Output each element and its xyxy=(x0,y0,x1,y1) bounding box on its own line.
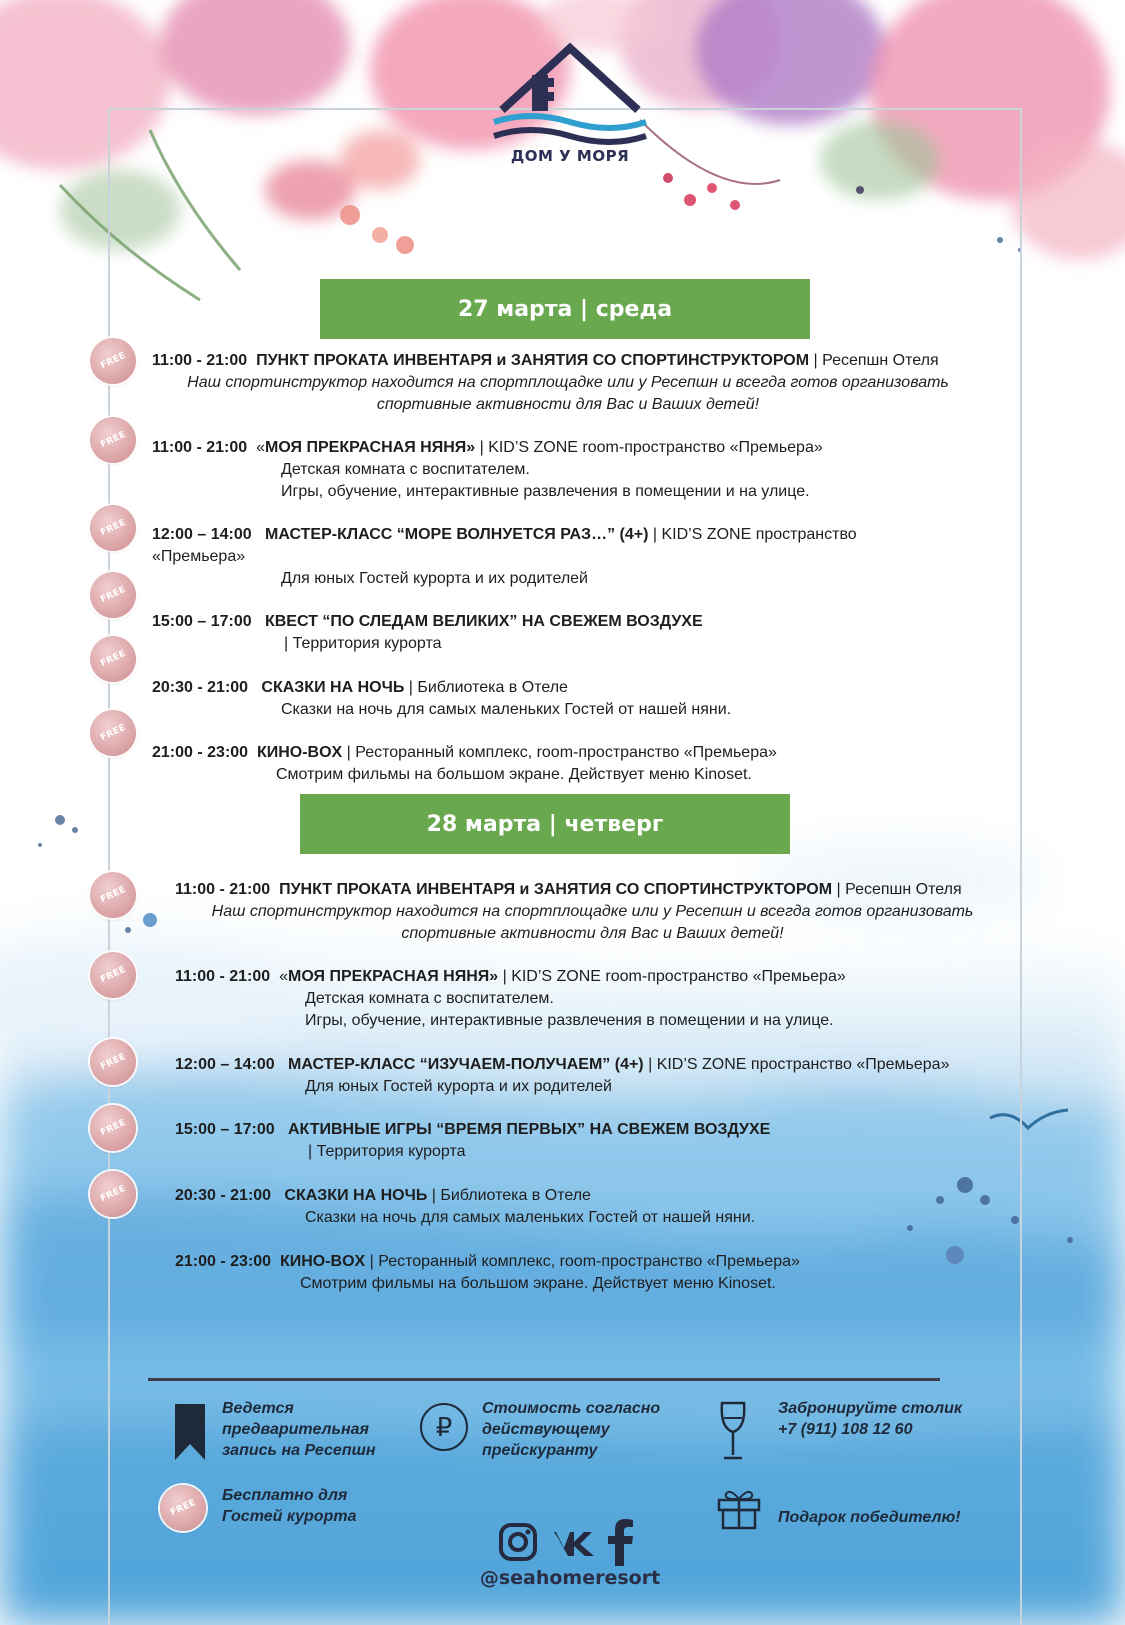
event-description: Детская комната с воспитателем. xyxy=(305,990,554,1007)
event-description: Сказки на ночь для самых маленьких Гостей от нашей няни. xyxy=(305,1209,756,1226)
event-place-cont: «Премьера» xyxy=(152,548,246,565)
event-title-line: 15:00 – 17:00 АКТИВНЫЕ ИГРЫ “ВРЕМЯ ПЕРВЫХ” НА СВЕЖЕМ ВОЗДУХЕ xyxy=(175,1121,771,1138)
event-description: Смотрим фильмы на большом экране. Действует меню Kinoset. xyxy=(300,1275,776,1292)
free-badge-icon: FREE xyxy=(90,952,136,998)
price-note: Стоимость согласно действующему прейскуранту xyxy=(482,1400,661,1459)
free-badge-icon: FREE xyxy=(90,338,136,384)
event-description: | Территория курорта xyxy=(284,635,442,652)
free-badge-icon: FREE xyxy=(90,505,136,551)
social-handle[interactable]: @seahomeresort xyxy=(479,1567,661,1589)
wine-glass-icon xyxy=(718,1400,748,1462)
event-title-line: 21:00 - 23:00 КИНО-BOX | Ресторанный комплекс, room-пространство «Премьера» xyxy=(175,1253,800,1270)
event-title-line: 11:00 - 21:00 ПУНКТ ПРОКАТА ИНВЕНТАРЯ и ЗАНЯТИЯ СО СПОРТИНСТРУКТОРОМ | Ресепшн Отеля xyxy=(175,881,962,898)
event-title-line: 11:00 - 21:00 ПУНКТ ПРОКАТА ИНВЕНТАРЯ и ЗАНЯТИЯ СО СПОРТИНСТРУКТОРОМ | Ресепшн Отеля xyxy=(152,352,939,369)
event-title-line: 11:00 - 21:00 «МОЯ ПРЕКРАСНАЯ НЯНЯ» | KID’S ZONE room-пространство «Премьера» xyxy=(152,439,823,456)
brand-logo xyxy=(490,40,650,175)
free-badge-icon: FREE xyxy=(90,572,136,618)
event-title-line: 11:00 - 21:00 «МОЯ ПРЕКРАСНАЯ НЯНЯ» | KID’S ZONE room-пространство «Премьера» xyxy=(175,968,846,985)
footer-divider xyxy=(148,1378,940,1381)
gift-note: Подарок победителю! xyxy=(778,1509,961,1526)
day-header-27: 27 марта | среда xyxy=(320,279,810,339)
booking-note: Ведется предварительная запись на Ресепшн xyxy=(222,1400,376,1459)
event-description: спортивные активности для Вас и Ваших детей! xyxy=(376,396,760,413)
event-description: Сказки на ночь для самых маленьких Гостей от нашей няни. xyxy=(281,701,732,718)
free-badge-icon: FREE xyxy=(90,710,136,756)
event-description: Наш спортинструктор находится на спортплощадке или у Ресепшн и всегда готов организовать xyxy=(187,374,949,391)
instagram-icon[interactable] xyxy=(498,1522,538,1562)
ruble-icon: ₽ xyxy=(420,1403,468,1451)
free-badge-icon: FREE xyxy=(160,1485,206,1531)
free-badge-icon: FREE xyxy=(90,872,136,918)
free-badge-icon: FREE xyxy=(90,1105,136,1151)
free-note: Бесплатно для Гостей курорта xyxy=(222,1487,357,1525)
free-badge-icon: FREE xyxy=(90,417,136,463)
logo-text: ДОМ У МОРЯ xyxy=(510,147,630,165)
gift-icon xyxy=(716,1486,762,1530)
free-badge-icon: FREE xyxy=(90,636,136,682)
event-title-line: 15:00 – 17:00 КВЕСТ “ПО СЛЕДАМ ВЕЛИКИХ” НА СВЕЖЕМ ВОЗДУХЕ xyxy=(152,613,703,630)
free-badge-icon: FREE xyxy=(90,1171,136,1217)
event-description: Смотрим фильмы на большом экране. Действует меню Kinoset. xyxy=(276,766,752,783)
event-description: спортивные активности для Вас и Ваших детей! xyxy=(401,925,784,942)
event-description: Для юных Гостей курорта и их родителей xyxy=(305,1078,612,1095)
facebook-icon[interactable] xyxy=(606,1518,636,1566)
day-header-28: 28 марта | четверг xyxy=(300,794,790,854)
event-description: Для юных Гостей курорта и их родителей xyxy=(281,570,588,587)
event-description: | Территория курорта xyxy=(308,1143,466,1160)
event-description: Наш спортинструктор находится на спортплощадке или у Ресепшн и всегда готов организовать xyxy=(211,903,974,920)
event-title-line: 21:00 - 23:00 КИНО-BOX | Ресторанный комплекс, room-пространство «Премьера» xyxy=(152,744,777,761)
event-title-line: 12:00 – 14:00 МАСТЕР-КЛАСС “МОРЕ ВОЛНУЕТСЯ РАЗ…” (4+) | KID’S ZONE пространство xyxy=(152,526,857,543)
reservation-note: Забронируйте столик +7 (911) 108 12 60 xyxy=(778,1400,962,1438)
house-logo-icon xyxy=(490,40,650,150)
event-description: Детская комната с воспитателем. xyxy=(281,461,530,478)
event-title-line: 12:00 – 14:00 МАСТЕР-КЛАСС “ИЗУЧАЕМ-ПОЛУЧАЕМ” (4+) | KID’S ZONE пространство «Премьера» xyxy=(175,1056,950,1073)
vk-icon[interactable] xyxy=(546,1528,596,1558)
event-description: Игры, обучение, интерактивные развлечения в помещении и на улице. xyxy=(305,1012,834,1029)
event-description: Игры, обучение, интерактивные развлечения в помещении и на улице. xyxy=(281,483,810,500)
event-title-line: 20:30 - 21:00 СКАЗКИ НА НОЧЬ | Библиотека в Отеле xyxy=(152,679,568,696)
free-badge-icon: FREE xyxy=(90,1039,136,1085)
bookmark-icon xyxy=(173,1402,207,1462)
event-title-line: 20:30 - 21:00 СКАЗКИ НА НОЧЬ | Библиотека в Отеле xyxy=(175,1187,591,1204)
